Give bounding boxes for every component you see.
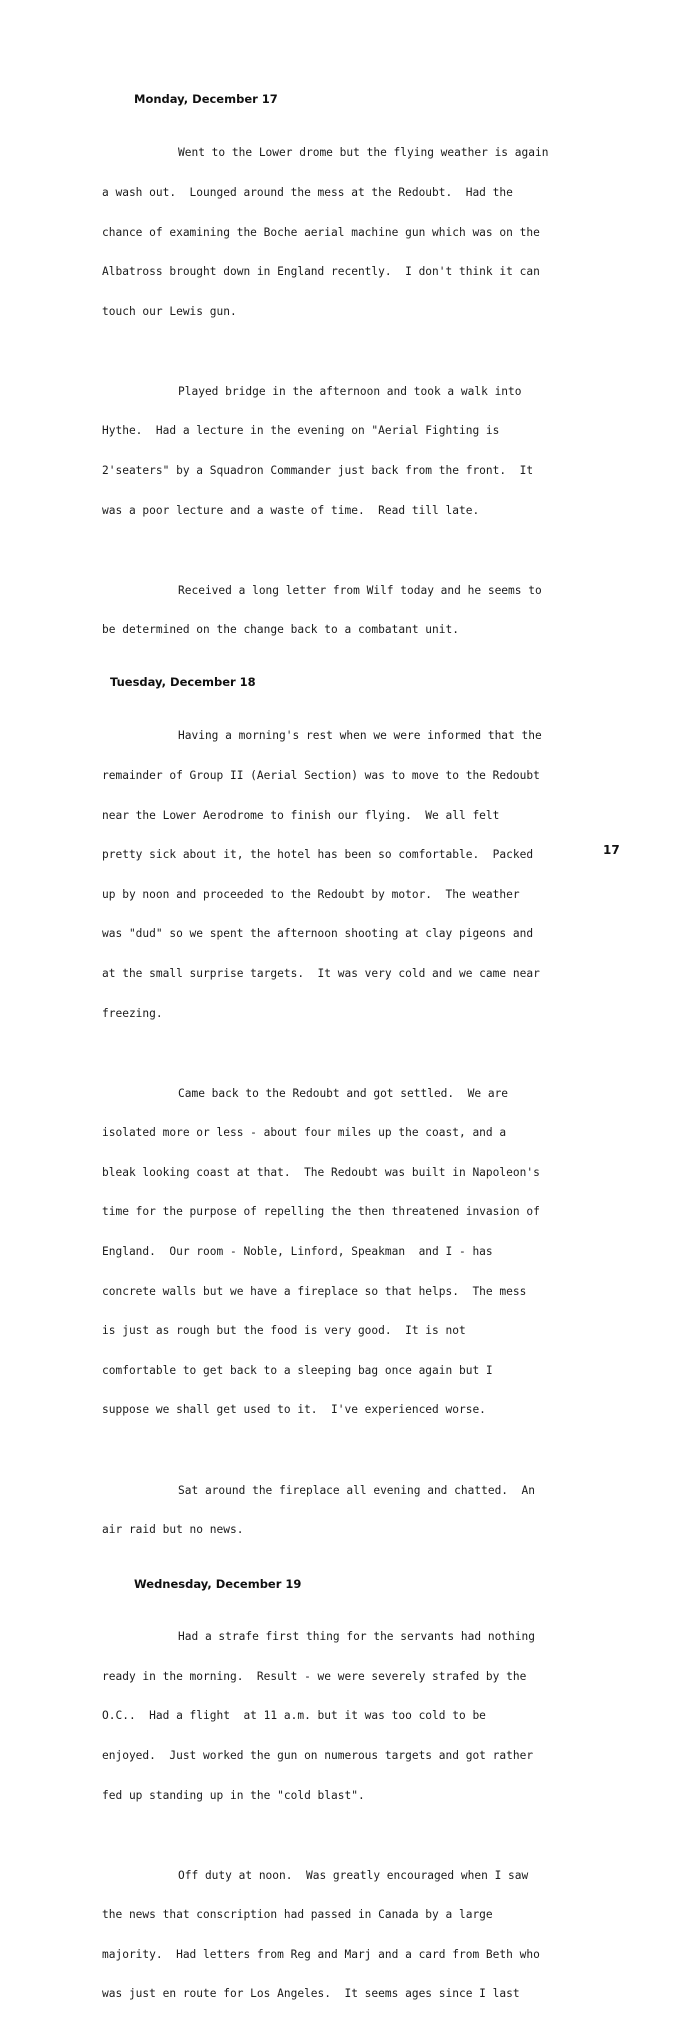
text-line: Played bridge in the afternoon and took a walk into: [178, 384, 522, 398]
text-line: concrete walls but we have a fireplace so that helps. The mess: [102, 1284, 527, 1298]
text-line: at the small surprise targets. It was very cold and we came near: [102, 966, 540, 980]
entry-paragraph: [102, 1457, 602, 1563]
entry-paragraph: [102, 1604, 602, 1828]
text-line: isolated more or less - about four miles up the coast, and a: [102, 1126, 507, 1140]
text-line: the news that conscription had passed in Canada by a large: [102, 1908, 493, 1922]
text-line: comfortable to get back to a sleeping bag once again but I: [102, 1363, 493, 1377]
diary-entry: [102, 1577, 602, 2027]
text-line: Sat around the fireplace all evening and chatted. An: [178, 1483, 535, 1497]
entry-date-heading: Tuesday, December 18: [110, 674, 256, 689]
text-line: freezing.: [102, 1006, 163, 1020]
entry-paragraph: [102, 358, 602, 543]
text-line: was a poor lecture and a waste of time. Read till late.: [102, 503, 480, 517]
text-line: fed up standing up in the "cold blast".: [102, 1788, 365, 1802]
entry-paragraph: [102, 1842, 602, 2027]
text-line: was "dud" so we spent the afternoon shooting at clay pigeons and: [102, 927, 534, 941]
entry-paragraph: [102, 703, 602, 1046]
text-line: Went to the Lower drome but the flying weather is again: [178, 146, 549, 160]
entry-paragraph: [102, 120, 602, 344]
text-line: Came back to the Redoubt and got settled. We are: [178, 1086, 509, 1100]
text-line: touch our Lewis gun.: [102, 304, 237, 318]
text-line: chance of examining the Boche aerial machine gun which was on the: [102, 225, 540, 239]
text-line: Off duty at noon. Was greatly encouraged when I saw: [178, 1868, 529, 1882]
text-line: air raid but no news.: [102, 1523, 244, 1537]
text-line: O.C.. Had a flight at 11 a.m. but it was too cold to be: [102, 1709, 486, 1723]
text-line: Having a morning's rest when we were informed that the: [178, 729, 542, 743]
text-line: Had a strafe first thing for the servants had nothing: [178, 1630, 535, 1644]
page-number: 17: [603, 843, 620, 857]
text-line: time for the purpose of repelling the then threatened invasion of: [102, 1205, 540, 1219]
text-line: Albatross brought down in England recently. I don't think it can: [102, 265, 540, 279]
text-line: pretty sick about it, the hotel has been so comfortable. Packed: [102, 848, 534, 862]
text-line: was just en route for Los Angeles. It seems ages since I last: [102, 1987, 520, 2001]
text-line: near the Lower Aerodrome to finish our flying. We all felt: [102, 808, 500, 822]
text-line: England. Our room - Noble, Linford, Speakman and I - has: [102, 1245, 493, 1259]
text-line: enjoyed. Just worked the gun on numerous targets and got rather: [102, 1748, 534, 1762]
entry-paragraph: [102, 1060, 602, 1443]
text-line: a wash out. Lounged around the mess at the Redoubt. Had the: [102, 186, 513, 200]
text-line: up by noon and proceeded to the Redoubt by motor. The weather: [102, 887, 520, 901]
text-line: Received a long letter from Wilf today and he seems to: [178, 583, 542, 597]
diary-content: [102, 92, 602, 2027]
text-line: Hythe. Had a lecture in the evening on "Aerial Fighting is: [102, 424, 500, 438]
text-line: ready in the morning. Result - we were severely strafed by the: [102, 1669, 527, 1683]
text-line: remainder of Group II (Aerial Section) was to move to the Redoubt: [102, 768, 540, 782]
text-line: 2'seaters" by a Squadron Commander just back from the front. It: [102, 464, 534, 478]
text-line: be determined on the change back to a combatant unit.: [102, 623, 459, 637]
text-line: is just as rough but the food is very good. It is not: [102, 1324, 466, 1338]
diary-entry: [102, 92, 602, 663]
text-line: majority. Had letters from Reg and Marj and a card from Beth who: [102, 1947, 540, 1961]
diary-entry: [102, 675, 602, 1563]
text-line: bleak looking coast at that. The Redoubt was built in Napoleon's: [102, 1165, 540, 1179]
entry-date-heading: Monday, December 17: [134, 92, 278, 106]
entry-date-heading: Wednesday, December 19: [134, 1576, 302, 1591]
text-line: suppose we shall get used to it. I've experienced worse.: [102, 1403, 486, 1417]
entry-paragraph: [102, 557, 602, 663]
